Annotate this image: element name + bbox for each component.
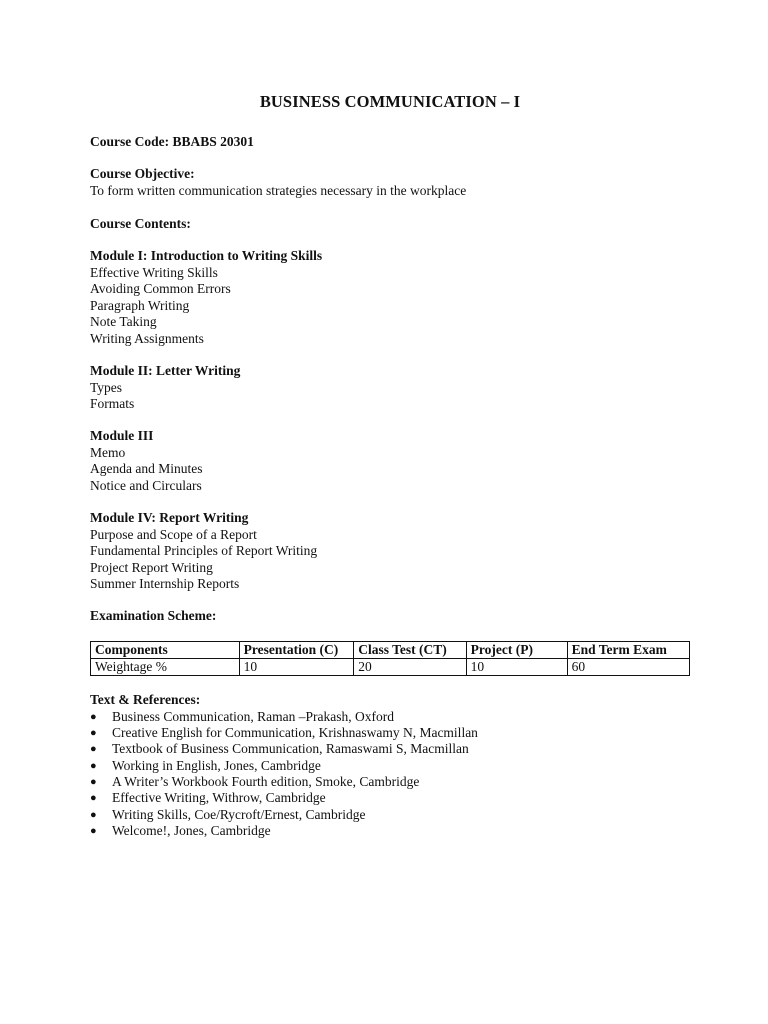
module-heading: Module I: Introduction to Writing Skills: [90, 248, 323, 263]
examination-scheme-heading: Examination Scheme:: [90, 608, 217, 623]
module-item: Purpose and Scope of a Report: [90, 526, 257, 542]
table-cell: 10: [239, 659, 354, 676]
table-cell: Weightage %: [91, 659, 240, 676]
reference-text: Textbook of Business Communication, Ramaswami S, Macmillan: [112, 741, 469, 757]
references-list: [90, 709, 690, 840]
table-cell: 20: [354, 659, 466, 676]
bullet-icon: ●: [90, 776, 97, 789]
reference-item: [90, 790, 690, 806]
reference-item: [90, 823, 690, 839]
reference-item: [90, 758, 690, 774]
reference-text: Creative English for Communication, Krishnaswamy N, Macmillan: [112, 724, 478, 740]
module-item: Fundamental Principles of Report Writing: [90, 543, 318, 558]
reference-text: Working in English, Jones, Cambridge: [112, 757, 321, 773]
module-item: Notice and Circulars: [90, 477, 202, 493]
reference-text: Writing Skills, Coe/Rycroft/Ernest, Cambridge: [112, 806, 366, 822]
module-item: Writing Assignments: [90, 330, 204, 346]
module-item: Agenda and Minutes: [90, 461, 203, 476]
module-item: Note Taking: [90, 314, 157, 329]
module-heading: Module IV: Report Writing: [90, 510, 249, 525]
module-item: Project Report Writing: [90, 559, 213, 575]
table-header-row: [91, 642, 690, 659]
bullet-icon: ●: [90, 792, 97, 805]
reference-text: Business Communication, Raman –Prakash, Oxford: [112, 708, 394, 724]
table-header-cell: Class Test (CT): [354, 642, 466, 659]
module-2-section: [90, 363, 690, 413]
bullet-icon: ●: [90, 710, 97, 723]
module-item: Paragraph Writing: [90, 297, 190, 313]
module-4-section: [90, 510, 690, 593]
table-cell: 10: [466, 659, 567, 676]
bullet-icon: ●: [90, 726, 97, 739]
reference-item: [90, 709, 690, 725]
references-section: [90, 692, 690, 840]
document-title: BUSINESS COMMUNICATION – I: [259, 92, 521, 111]
reference-text: Effective Writing, Withrow, Cambridge: [112, 790, 326, 806]
bullet-icon: ●: [90, 808, 97, 821]
course-objective-heading: Course Objective:: [90, 166, 195, 181]
module-3-section: [90, 428, 690, 494]
table-header-cell: End Term Exam: [567, 642, 689, 659]
table-header-cell: Components: [91, 642, 240, 659]
reference-item: [90, 807, 690, 823]
module-item: Formats: [90, 396, 135, 411]
table-row: [91, 659, 690, 676]
references-heading: Text & References:: [90, 692, 201, 707]
reference-item: [90, 774, 690, 790]
module-heading: Module III: [90, 428, 154, 443]
table-cell: 60: [567, 659, 689, 676]
course-objective-section: [90, 166, 690, 199]
module-item: Memo: [90, 444, 126, 460]
module-1-section: [90, 248, 690, 347]
course-contents-heading: Course Contents:: [90, 216, 191, 231]
table-header-cell: Presentation (C): [239, 642, 354, 659]
course-code: Course Code: BBABS 20301: [90, 134, 254, 149]
reference-text: A Writer’s Workbook Fourth edition, Smoke, Cambridge: [112, 774, 420, 790]
reference-item: [90, 725, 690, 741]
examination-scheme-table: [90, 641, 690, 676]
table-header-cell: Project (P): [466, 642, 567, 659]
module-item: Types: [90, 379, 123, 395]
bullet-icon: ●: [90, 759, 97, 772]
module-item: Avoiding Common Errors: [90, 281, 231, 296]
bullet-icon: ●: [90, 825, 97, 838]
bullet-icon: ●: [90, 743, 97, 756]
module-item: Summer Internship Reports: [90, 576, 240, 591]
course-objective-text: To form written communication strategies necessary in the workplace: [90, 182, 467, 198]
module-heading: Module II: Letter Writing: [90, 363, 241, 378]
reference-text: Welcome!, Jones, Cambridge: [112, 823, 271, 839]
module-item: Effective Writing Skills: [90, 264, 218, 280]
reference-item: [90, 741, 690, 757]
